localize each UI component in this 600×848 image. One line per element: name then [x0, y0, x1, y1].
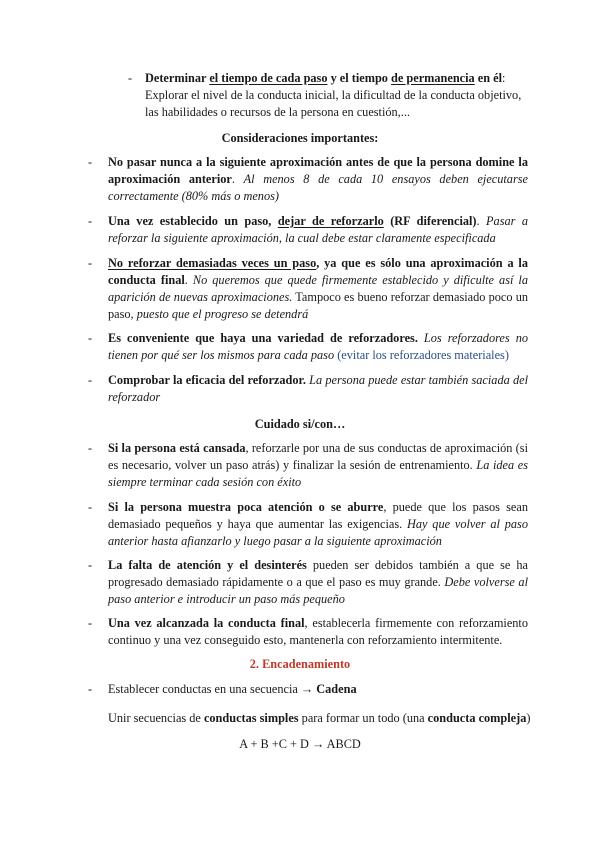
- sub-item-bold-pre: Determinar: [145, 71, 210, 85]
- item-plain: .: [184, 273, 193, 287]
- item-bold: Cadena: [316, 682, 357, 696]
- section-2-paragraph: [108, 710, 540, 727]
- section-2-item: [88, 681, 528, 698]
- item-bold-underline: No reforzar demasiadas veces un paso: [108, 256, 317, 270]
- list-dash: -: [88, 500, 93, 514]
- item-body: [108, 255, 528, 323]
- item-body: [108, 213, 528, 247]
- para-bold-1: conductas simples: [203, 711, 299, 725]
- careful-item-1: [88, 440, 528, 491]
- list-dash: -: [88, 256, 93, 270]
- sub-item-colon: :: [502, 71, 506, 85]
- para-plain-2: para formar un todo (una: [298, 711, 428, 725]
- item-body: [108, 440, 528, 491]
- para-bold-2: conducta compleja: [427, 711, 527, 725]
- item-bold: Si la persona muestra poca atención o se aburre: [108, 500, 384, 514]
- item-bold: No pasar nunca a la siguiente aproximación antes de que la persona domine la aproximación anterior: [108, 155, 528, 186]
- para-plain-3: ): [526, 711, 531, 725]
- list-dash: -: [88, 214, 93, 228]
- chain-formula: A + B +C + D → ABCD: [239, 737, 361, 751]
- careful-heading: [0, 416, 600, 433]
- item-bold: , ya que es sólo una aproximación a la conducta final: [108, 256, 528, 287]
- item-bold: Comprobar la eficacia del reforzador.: [108, 373, 306, 387]
- careful-heading-text: Cuidado si/con…: [254, 417, 346, 431]
- item-body: [108, 681, 528, 698]
- item-body: [108, 557, 528, 608]
- item-bold: La falta de atención y el desinterés: [108, 558, 307, 572]
- item-plain: .: [476, 214, 487, 228]
- item-plain: , puede que los pasos sean demasiado pequeños y haya que aumentar las exigencias.: [108, 500, 528, 531]
- consideration-item-3: [88, 255, 528, 323]
- list-dash: -: [88, 682, 93, 696]
- item-bold: Una vez establecido un paso,: [108, 214, 278, 228]
- item-italic: Al menos 8 de cada 10 ensayos deben ejecutarse correctamente (80% más o menos): [108, 172, 528, 203]
- item-italic-2: puesto que el progreso se detendrá: [136, 307, 309, 321]
- item-body: [108, 372, 528, 406]
- consideration-item-1: [88, 154, 528, 205]
- list-dash: -: [88, 558, 93, 572]
- item-body: [108, 615, 528, 649]
- para-plain-1: Unir secuencias de: [108, 711, 204, 725]
- item-plain: , reforzarle por una de sus conductas de aproximación (si es necesario, volver un paso atrás) y finalizar la sesión de entrenamiento.: [108, 441, 528, 472]
- item-bold: Si la persona está cansada: [108, 441, 246, 455]
- item-italic: La persona puede estar también saciada del reforzador: [108, 373, 528, 404]
- item-italic: Los reforzadores no tienen por qué ser los mismos para cada paso: [108, 331, 528, 362]
- item-italic: No queremos que quede firmemente establecido y dificulte así la aparición de nuevas aproximaciones.: [108, 273, 528, 304]
- item-body: [108, 154, 528, 205]
- item-italic: Pasar a reforzar la siguiente aproximación, la cual debe estar claramente especificada: [108, 214, 529, 245]
- item-bold-underline: dejar de reforzarlo: [277, 214, 384, 228]
- list-dash: -: [88, 441, 93, 455]
- consideration-item-5: [88, 372, 528, 406]
- list-dash: -: [88, 373, 93, 387]
- sub-list-item-determinar: [128, 70, 532, 121]
- careful-item-4: [88, 615, 528, 649]
- item-body: [108, 499, 528, 550]
- list-dash: -: [128, 71, 133, 85]
- sub-item-underline-2: de permanencia: [391, 71, 475, 85]
- item-plain-2: Tampoco es bueno reforzar demasiado poco un paso,: [108, 290, 528, 321]
- item-italic: Hay que volver al paso anterior hasta afianzarlo y luego pasar a la siguiente aproximación: [108, 517, 528, 548]
- consideration-item-2: [88, 213, 528, 247]
- sub-item-body: [145, 70, 532, 121]
- item-body: [108, 330, 528, 364]
- careful-item-2: [88, 499, 528, 550]
- considerations-heading: [0, 130, 600, 147]
- item-plain: pueden ser debidos también a que se ha progresado demasiado rápidamente o a que el paso es muy grande.: [108, 558, 529, 589]
- item-italic: La idea es siempre terminar cada sesión con éxito: [108, 458, 528, 489]
- list-dash: -: [88, 616, 93, 630]
- list-dash: -: [88, 331, 93, 345]
- section-2-title: 2. Encadenamiento: [249, 657, 351, 671]
- sub-item-bold-mid: y el tiempo: [327, 71, 392, 85]
- item-blue-note: (evitar los reforzadores materiales): [334, 348, 509, 362]
- sub-item-underline-1: el tiempo de cada paso: [209, 71, 328, 85]
- considerations-heading-text: Consideraciones importantes:: [221, 131, 379, 145]
- item-plain: Establecer conductas en una secuencia →: [108, 682, 317, 696]
- careful-item-3: [88, 557, 528, 608]
- item-bold: Es conveniente que haya una variedad de reforzadores.: [108, 331, 418, 345]
- sub-item-text: Explorar el nivel de la conducta inicial, la dificultad de la conducta objetivo, las habilidades o recursos de la persona en cuestión,...: [145, 88, 522, 119]
- item-bold: Una vez alcanzada la conducta final: [108, 616, 305, 630]
- list-dash: -: [88, 155, 93, 169]
- item-plain: , establecerla firmemente con reforzamiento continuo y una vez conseguido esto, mantenerla con reforzamiento intermitente.: [108, 616, 528, 647]
- consideration-item-4: [88, 330, 528, 364]
- item-bold-2: (RF diferencial): [383, 214, 477, 228]
- item-italic: Debe volverse al paso anterior e introducir un paso más pequeño: [108, 575, 528, 606]
- item-plain: .: [231, 172, 244, 186]
- sub-item-bold-post: en él: [474, 71, 503, 85]
